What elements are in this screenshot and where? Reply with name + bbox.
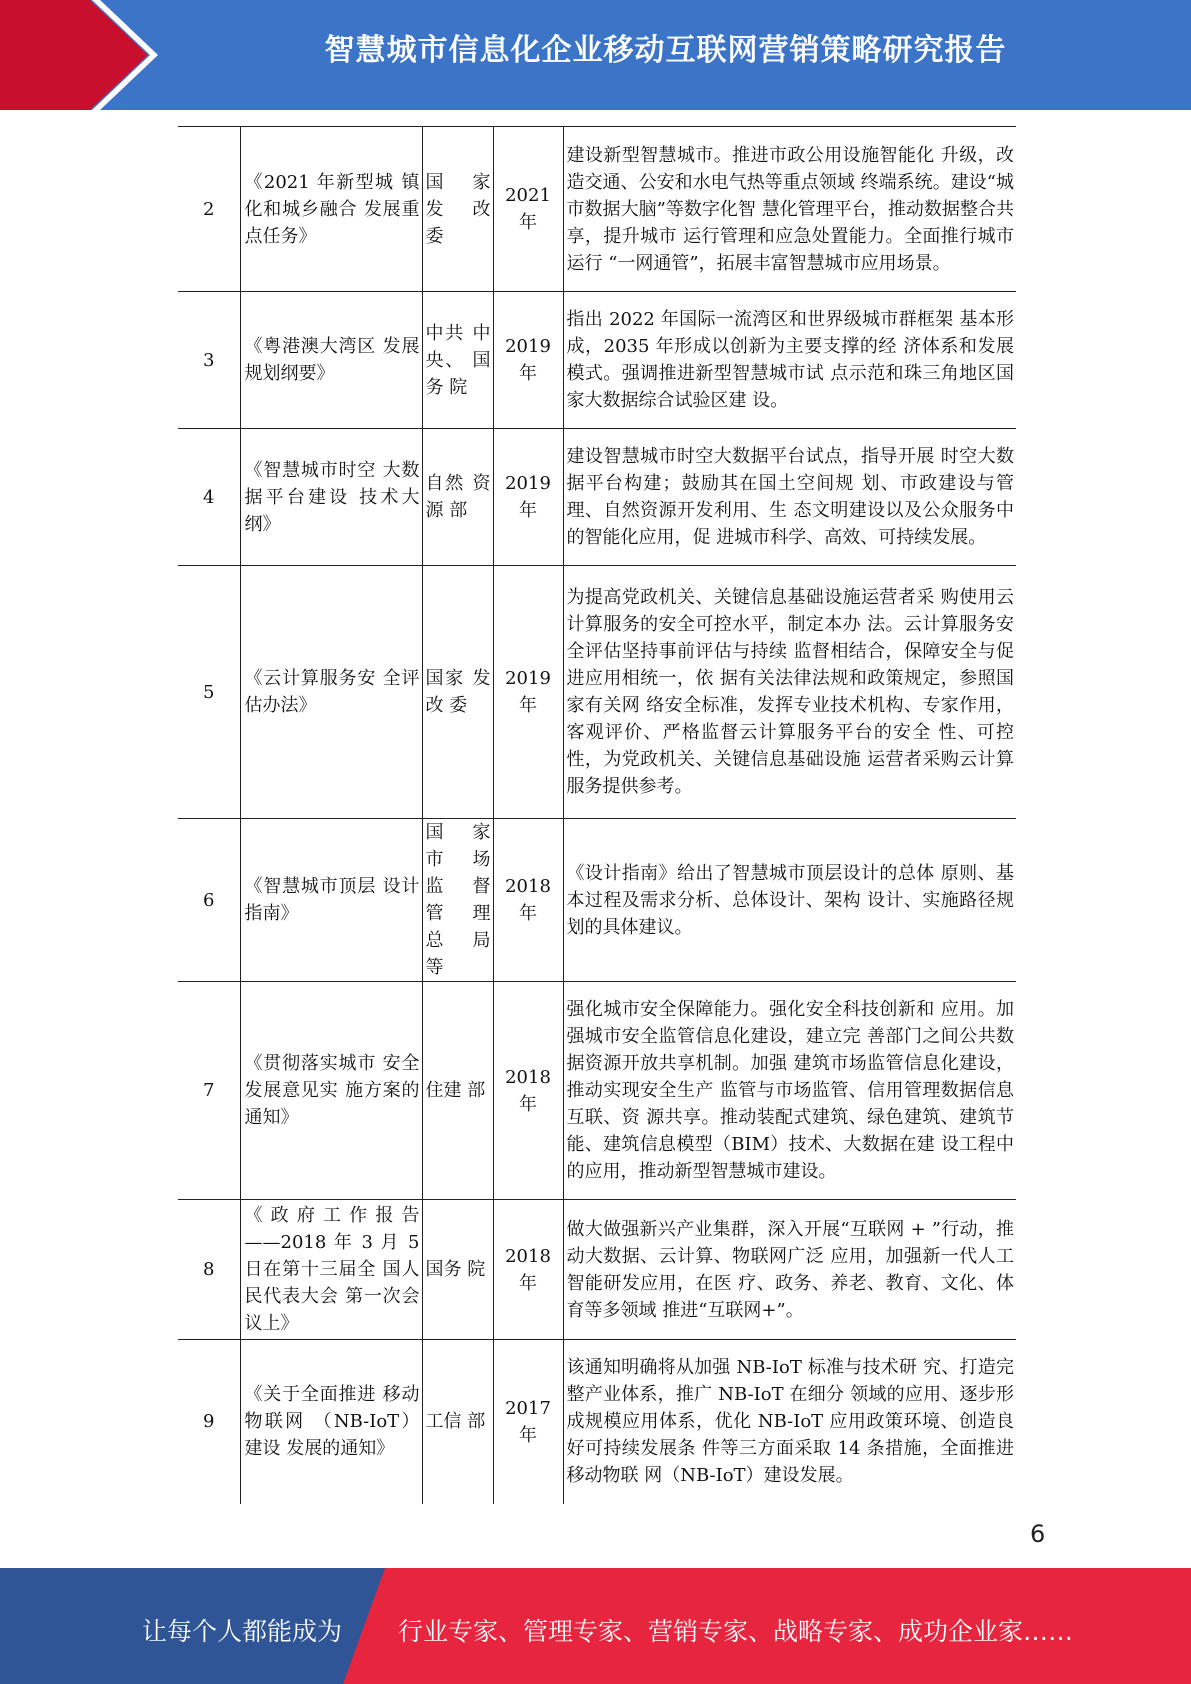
issue-year: 2019 年 xyxy=(493,292,563,429)
issue-year: 2019 年 xyxy=(493,429,563,566)
issuing-org: 工信 部 xyxy=(422,1340,493,1504)
policy-content: 《设计指南》给出了智慧城市顶层设计的总体 原则、基本过程及需求分析、总体设计、架构 设计、实施路径规划的具体建议。 xyxy=(563,819,1016,982)
policy-content: 该通知明确将从加强 NB-IoT 标准与技术研 究、打造完整产业体系，推广 NB-IoT 在细分 领域的应用、逐步形成规模应用体系，优化 NB-IoT 应用政策环境、创造良好可持续发展条 件等三方面采取 14 条措施，全面推进移动物联 网（NB-IoT）建设发展。 xyxy=(563,1340,1016,1504)
issue-year: 2021 年 xyxy=(493,127,563,292)
policy-content: 指出 2022 年国际一流湾区和世界级城市群框架 基本形成，2035 年形成以创新为主要支撑的经 济体系和发展模式。强调推进新型智慧城市试 点示范和珠三角地区国家大数据综合试验区建 设。 xyxy=(563,292,1016,429)
report-title: 智慧城市信息化企业移动互联网营销策略研究报告 xyxy=(324,33,1007,68)
issue-year: 2018 年 xyxy=(493,819,563,982)
issuing-org: 自然 资源 部 xyxy=(422,429,493,566)
issuing-org: 住建 部 xyxy=(422,982,493,1200)
policy-content: 建设智慧城市时空大数据平台试点，指导开展 时空大数据平台构建；鼓励其在国土空间规 划、市政建设与管理、自然资源开发利用、生 态文明建设以及公众服务中的智能化应用，促 进城市科学、高效、可持续发展。 xyxy=(563,429,1016,566)
table-row xyxy=(178,127,1016,292)
issue-year: 2018 年 xyxy=(493,982,563,1200)
issuing-org: 国 家 发 改 委 xyxy=(422,127,493,292)
policy-content: 强化城市安全保障能力。强化安全科技创新和 应用。加强城市安全监管信息化建设，建立完 善部门之间公共数据资源开放共享机制。加强 建筑市场监管信息化建设，推动实现安全生产 监管与市场监管、信用管理数据信息互联、资 源共享。推动装配式建筑、绿色建筑、建筑节 能、建筑信息模型（BIM）技术、大数据在建 设工程中的应用，推动新型智慧城市建设。 xyxy=(563,982,1016,1200)
page-header xyxy=(0,0,1191,110)
policy-name: 《云计算服务安 全评估办法》 xyxy=(240,566,422,819)
page-number: 6 xyxy=(1030,1520,1046,1548)
policy-content: 做大做强新兴产业集群，深入开展“互联网 + ”行动，推动大数据、云计算、物联网广泛 应用，加强新一代人工智能研发应用，在医 疗、政务、养老、教育、文化、体育等多领域 推进“互联网+”。 xyxy=(563,1200,1016,1340)
policy-name: 《智慧城市顶层 设计指南》 xyxy=(240,819,422,982)
row-number: 2 xyxy=(178,127,240,292)
footer-slogan-left: 让每个人都能成为 xyxy=(142,1617,343,1646)
policy-content: 建设新型智慧城市。推进市政公用设施智能化 升级，改造交通、公安和水电气热等重点领域 终端系统。建设“城市数据大脑”等数字化智 慧化管理平台，推动数据整合共享，提升城市 运行管理和应急处置能力。全面推行城市运行 “一网通管”，拓展丰富智慧城市应用场景。 xyxy=(563,127,1016,292)
page-footer xyxy=(0,1568,1191,1684)
table-row xyxy=(178,1200,1016,1340)
table-row xyxy=(178,566,1016,819)
policy-name: 《智慧城市时空 大数据平台建设 技术大纲》 xyxy=(240,429,422,566)
row-number: 9 xyxy=(203,1411,215,1433)
row-number: 6 xyxy=(178,819,240,982)
row-number: 8 xyxy=(178,1200,240,1340)
issuing-org: 国家 发改 委 xyxy=(422,566,493,819)
policy-name: 《粤港澳大湾区 发展规划纲要》 xyxy=(240,292,422,429)
row-number: 7 xyxy=(178,982,240,1200)
row-number: 5 xyxy=(178,566,240,819)
policy-name: 《关于全面推进 移动物联网 （NB-IoT）建设 发展的通知》 xyxy=(240,1340,422,1504)
table-row xyxy=(178,1340,1016,1504)
policy-table xyxy=(178,126,1016,1504)
row-number: 4 xyxy=(178,429,240,566)
policy-name: 《贯彻落实城市 安全发展意见实 施方案的通知》 xyxy=(240,982,422,1200)
policy-name: 《 政 府 工 作 报 告 ——2018 年 3 月 5 日在第十三届全 国人民代表大会 第一次会议上》 xyxy=(240,1200,422,1340)
issue-year: 2017 年 xyxy=(493,1340,563,1504)
table-row xyxy=(178,429,1016,566)
table-row xyxy=(178,982,1016,1200)
issuing-org: 中共 中 央、 国务 院 xyxy=(422,292,493,429)
policy-content: 为提高党政机关、关键信息基础设施运营者采 购使用云计算服务的安全可控水平，制定本办 法。云计算服务安全评估坚持事前评估与持续 监督相结合，保障安全与促进应用相统一，依 据有关法律法规和政策规定，参照国家有关网 络安全标准，发挥专业技术机构、专家作用， 客观评价、严格监督云计算服务平台的安全 性、可控性，为党政机关、关键信息基础设施 运营者采购云计算服务提供参考。 xyxy=(563,566,1016,819)
issuing-org: 国务 院 xyxy=(422,1200,493,1340)
table-row xyxy=(178,292,1016,429)
issue-year: 2019 年 xyxy=(493,566,563,819)
issue-year: 2018 年 xyxy=(493,1200,563,1340)
policy-name: 《2021 年新型城 镇化和城乡融合 发展重点任务》 xyxy=(240,127,422,292)
table-row xyxy=(178,819,1016,982)
issuing-org: 国 家 市 场 监 督 管 理 总 局 等 xyxy=(422,819,493,982)
footer-slogan-right: 行业专家、管理专家、营销专家、战略专家、成功企业家…… xyxy=(398,1617,1074,1646)
row-number: 3 xyxy=(178,292,240,429)
